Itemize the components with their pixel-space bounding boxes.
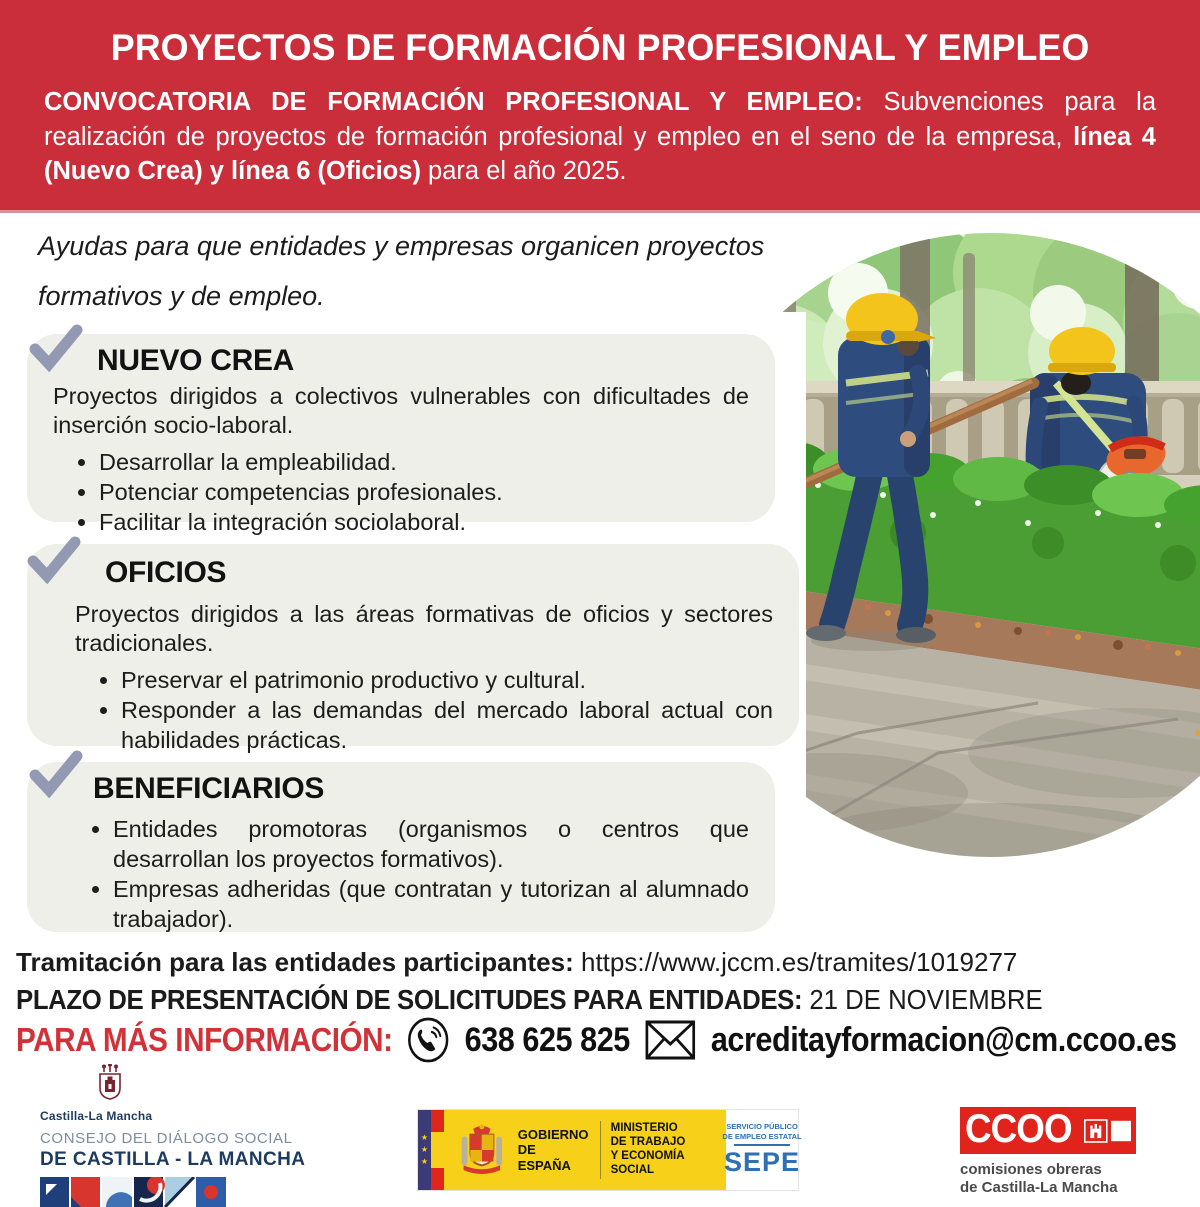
bullet-list bbox=[53, 665, 773, 755]
page-title: PROYECTOS DE FORMACIÓN PROFESIONAL Y EMPLEO bbox=[110, 27, 1090, 68]
list-item: • Desarrollar la empleabilidad. bbox=[99, 447, 749, 477]
tramitacion-line bbox=[16, 947, 1017, 978]
plazo-value: 21 DE NOVIEMBRE bbox=[809, 984, 1043, 1015]
check-icon bbox=[29, 748, 85, 798]
clm-consejo-line2: DE CASTILLA - LA MANCHA bbox=[40, 1149, 306, 1170]
intro-text: Ayudas para que entidades y empresas organicen proyectos formativos y de empleo. bbox=[38, 231, 765, 311]
sepe-divider bbox=[734, 1144, 790, 1146]
plazo-line bbox=[16, 984, 1043, 1016]
eu-flag-stripe: ★ ★ ★ bbox=[418, 1110, 431, 1190]
phone-number[interactable]: 638 625 825 bbox=[464, 1020, 630, 1059]
clm-emblem-icon bbox=[90, 1064, 130, 1102]
ccoo-sub-line2: de Castilla-La Mancha bbox=[960, 1179, 1118, 1196]
section-title-oficios: OFICIOS bbox=[105, 556, 227, 589]
clm-consejo-line1: CONSEJO DEL DIÁLOGO SOCIAL bbox=[40, 1130, 293, 1147]
ccoo-white-square bbox=[1111, 1118, 1131, 1144]
sepe-wordmark: SEPE bbox=[723, 1146, 801, 1177]
list-item: • Preservar el patrimonio productivo y cultural. bbox=[121, 665, 773, 695]
gobierno-text bbox=[518, 1127, 590, 1173]
email-icon bbox=[644, 1019, 696, 1061]
contact-email[interactable]: acreditayformacion@cm.ccoo.es bbox=[710, 1020, 1177, 1059]
clm-mosaic-graphic bbox=[40, 1177, 226, 1207]
plazo-label: PLAZO DE PRESENTACIÓN DE SOLICITUDES PARA ENTIDADES: bbox=[16, 984, 803, 1015]
ministerio-line1: MINISTERIO bbox=[610, 1122, 678, 1135]
flag-notch bbox=[431, 1110, 444, 1190]
list-item: • Entidades promotoras (organismos o centros que desarrollan los proyectos formativos). bbox=[113, 814, 749, 874]
clm-logo-block bbox=[40, 1064, 305, 1207]
ccoo-subtext bbox=[960, 1161, 1136, 1197]
bullet-list bbox=[53, 447, 749, 537]
phone-icon bbox=[407, 1016, 450, 1064]
ccoo-logo-block bbox=[960, 1107, 1136, 1197]
check-icon bbox=[27, 534, 83, 584]
contact-line bbox=[16, 1016, 1177, 1064]
banner-divider bbox=[600, 1121, 601, 1179]
info-label: PARA MÁS INFORMACIÓN: bbox=[16, 1021, 393, 1058]
gobierno-line2: DE ESPAÑA bbox=[517, 1142, 571, 1173]
gobierno-field bbox=[444, 1110, 726, 1190]
card-oficios bbox=[27, 544, 799, 754]
header-paragraph bbox=[44, 85, 1156, 189]
card-nuevo-crea bbox=[27, 334, 775, 536]
list-item: • Potenciar competencias profesionales. bbox=[99, 477, 749, 507]
spain-coat-of-arms-icon bbox=[454, 1122, 510, 1178]
sepe-small-line2: DE EMPLEO ESTATAL bbox=[722, 1131, 802, 1141]
tramitacion-label: Tramitación para las entidades participantes: bbox=[16, 947, 574, 977]
gobierno-sepe-banner bbox=[418, 1110, 802, 1190]
section-title-beneficiarios: BENEFICIARIOS bbox=[93, 772, 325, 805]
check-icon bbox=[29, 322, 85, 372]
ccoo-wordmark: CCOO bbox=[965, 1106, 1072, 1151]
ministerio-line3: Y ECONOMÍA SOCIAL bbox=[610, 1150, 685, 1176]
section-desc: Proyectos dirigidos a las áreas formativas de oficios y sectores tradicionales. bbox=[75, 601, 773, 656]
convocatoria-text-end: para el año 2025. bbox=[420, 157, 627, 186]
lineas-bold-text: línea 4 (Nuevo Crea) y línea 6 (Oficios) bbox=[44, 122, 1156, 186]
sepe-small-line1: SERVICIO PÚBLICO bbox=[726, 1122, 798, 1132]
ccoo-sub-line1: comisiones obreras bbox=[960, 1161, 1102, 1178]
card-beneficiarios bbox=[27, 762, 775, 932]
ccoo-castle-icon bbox=[1084, 1116, 1108, 1146]
clm-brand: Castilla-La Mancha bbox=[40, 1109, 153, 1123]
section-title-nuevo-crea: NUEVO CREA bbox=[97, 344, 295, 377]
convocatoria-label: CONVOCATORIA DE FORMACIÓN PROFESIONAL Y EMPLEO: bbox=[44, 88, 863, 116]
list-item: • Facilitar la integración sociolaboral. bbox=[99, 507, 749, 537]
tramitacion-url[interactable]: https://www.jccm.es/tramites/1019277 bbox=[580, 947, 1018, 977]
header-band bbox=[0, 0, 1200, 213]
section-desc: Proyectos dirigidos a colectivos vulnerables con dificultades de inserción socio-laboral. bbox=[53, 383, 749, 438]
convocatoria-text: Subvenciones para la realización de proyectos de formación profesional y empleo en el seno de la empresa, bbox=[44, 88, 1157, 151]
bullet-list bbox=[53, 814, 749, 934]
list-item: • Responder a las demandas del mercado laboral actual con habilidades prácticas. bbox=[121, 695, 773, 755]
ccoo-wordmark-block bbox=[960, 1107, 1136, 1154]
list-item: • Empresas adheridas (que contratan y tutorizan al alumnado trabajador). bbox=[113, 874, 749, 934]
ministerio-text bbox=[611, 1122, 726, 1177]
gobierno-line1: GOBIERNO bbox=[517, 1127, 589, 1142]
sepe-panel bbox=[722, 1110, 802, 1190]
ministerio-line2: DE TRABAJO bbox=[610, 1136, 686, 1149]
